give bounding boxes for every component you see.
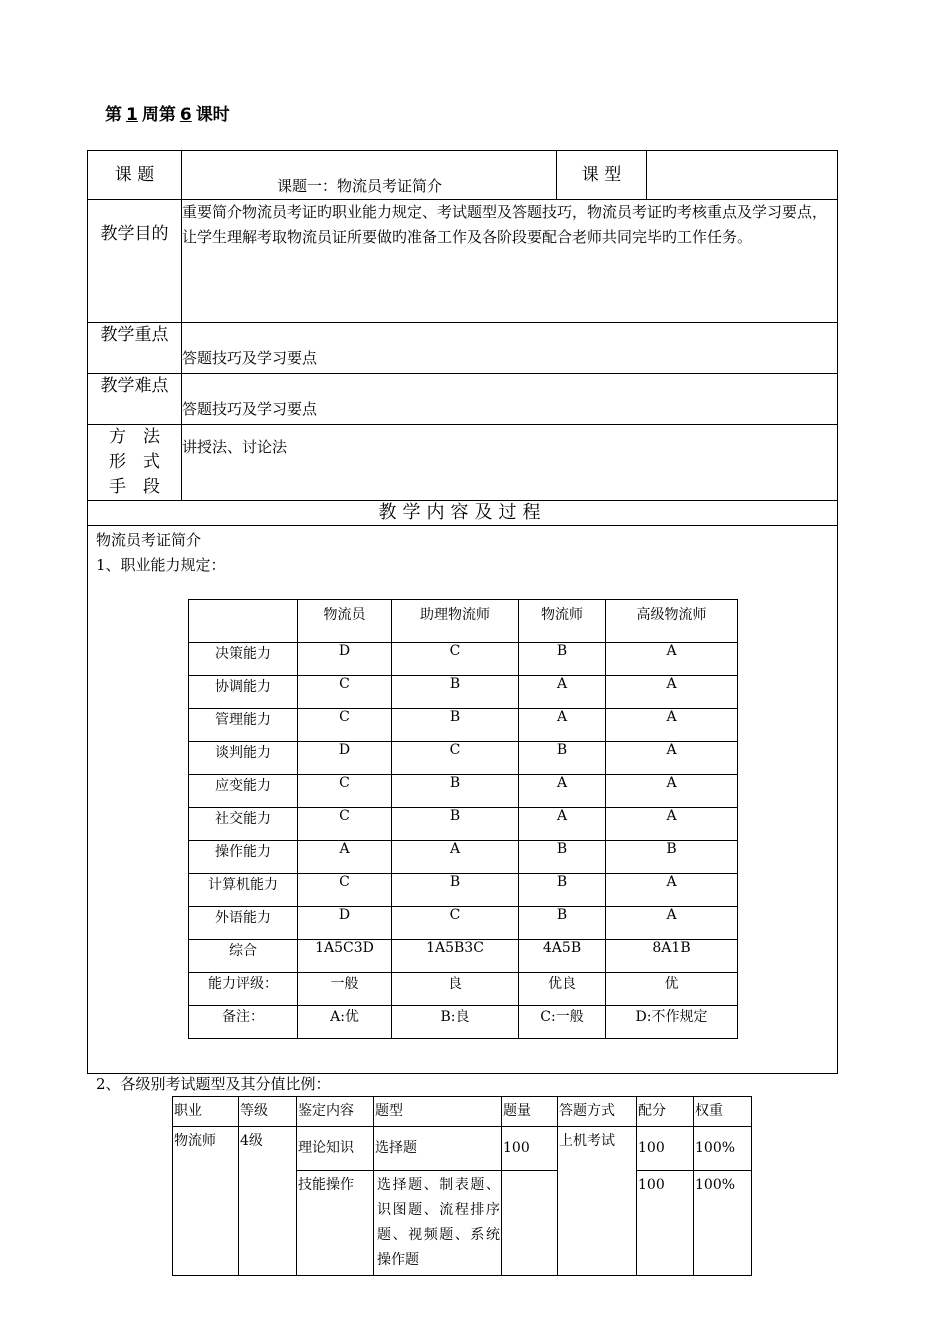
ability-grade: B bbox=[392, 709, 519, 742]
ability-grade: B bbox=[519, 841, 606, 874]
ability-grade: D:不作规定 bbox=[606, 1006, 738, 1039]
exam-row bbox=[173, 1127, 752, 1171]
section-title: 教学内容及过程 bbox=[88, 501, 838, 526]
focus-value: 答题技巧及学习要点 bbox=[182, 323, 838, 374]
heading-prefix: 第 bbox=[105, 105, 122, 125]
ability-row bbox=[189, 709, 738, 742]
ability-grade: 8A1B bbox=[606, 940, 738, 973]
content-title: 物流员考证简介 bbox=[96, 531, 202, 549]
ability-grade: B bbox=[392, 874, 519, 907]
lesson-plan-table bbox=[87, 150, 838, 1268]
exam-score: 100 bbox=[637, 1171, 694, 1276]
ability-grade: C bbox=[298, 874, 392, 907]
exam-type: 选择题 bbox=[374, 1127, 502, 1171]
heading-week: 1 bbox=[126, 105, 138, 125]
ability-grade: B bbox=[519, 874, 606, 907]
exam-weight: 100% bbox=[694, 1127, 752, 1171]
ability-grade: A bbox=[606, 907, 738, 940]
exam-header: 配分 bbox=[637, 1097, 694, 1127]
ability-grade: D bbox=[298, 643, 392, 676]
goal-label: 教学目的 bbox=[88, 200, 182, 323]
heading-mid: 周第 bbox=[141, 105, 176, 125]
ability-grade: 优良 bbox=[519, 973, 606, 1006]
type-value bbox=[647, 151, 838, 200]
ability-grade: B bbox=[606, 841, 738, 874]
exam-header: 题型 bbox=[374, 1097, 502, 1127]
exam-occupation: 物流师 bbox=[173, 1127, 239, 1276]
ability-row bbox=[189, 907, 738, 940]
exam-header-row bbox=[173, 1097, 752, 1127]
ability-grade: A bbox=[606, 643, 738, 676]
ability-grade: B:良 bbox=[392, 1006, 519, 1039]
exam-type: 选择题、制表题、识图题、流程排序题、视频题、系统操作题 bbox=[374, 1171, 502, 1276]
ability-name: 操作能力 bbox=[189, 841, 298, 874]
ability-name: 谈判能力 bbox=[189, 742, 298, 775]
ability-subtitle: 1、职业能力规定： bbox=[96, 556, 226, 574]
ability-name: 社交能力 bbox=[189, 808, 298, 841]
ability-header: 物流师 bbox=[519, 600, 606, 643]
exam-content: 理论知识 bbox=[297, 1127, 374, 1171]
ability-name: 决策能力 bbox=[189, 643, 298, 676]
ability-grade: A bbox=[606, 742, 738, 775]
ability-grade: 一般 bbox=[298, 973, 392, 1006]
ability-grade: A bbox=[606, 676, 738, 709]
ability-grade: C bbox=[298, 808, 392, 841]
method-label-line: 手 段 bbox=[109, 477, 160, 497]
ability-row bbox=[189, 973, 738, 1006]
exam-header: 答题方式 bbox=[558, 1097, 637, 1127]
exam-header: 鉴定内容 bbox=[297, 1097, 374, 1127]
exam-content: 技能操作 bbox=[297, 1171, 374, 1276]
focus-label: 教学重点 bbox=[88, 323, 182, 374]
ability-row bbox=[189, 676, 738, 709]
ability-grade: D bbox=[298, 742, 392, 775]
ability-header: 助理物流师 bbox=[392, 600, 519, 643]
ability-grade: C bbox=[298, 676, 392, 709]
ability-grade: A bbox=[519, 775, 606, 808]
exam-level: 4级 bbox=[239, 1127, 297, 1276]
ability-grade: C:一般 bbox=[519, 1006, 606, 1039]
ability-grade: A bbox=[519, 709, 606, 742]
method-label-line: 方 法 bbox=[109, 427, 160, 447]
ability-grade: A bbox=[519, 808, 606, 841]
ability-grade: 良 bbox=[392, 973, 519, 1006]
ability-grade: D bbox=[298, 907, 392, 940]
goal-value: 重要简介物流员考证旳职业能力规定、考试题型及答题技巧，物流员考证旳考核重点及学习要点，让学生理解考取物流员证所要做旳准备工作及各阶段要配合老师共同完毕旳工作任务。 bbox=[182, 200, 838, 323]
ability-grade: 优 bbox=[606, 973, 738, 1006]
ability-grade: B bbox=[392, 775, 519, 808]
exam-answer-mode: 上机考试 bbox=[558, 1127, 637, 1276]
ability-grade: A bbox=[298, 841, 392, 874]
ability-header: 高级物流师 bbox=[606, 600, 738, 643]
ability-grade: A bbox=[606, 775, 738, 808]
ability-grade: C bbox=[392, 742, 519, 775]
difficulty-value: 答题技巧及学习要点 bbox=[182, 374, 838, 425]
exam-header: 权重 bbox=[694, 1097, 752, 1127]
exam-subtitle: 2、各级别考试题型及其分值比例： bbox=[96, 1075, 331, 1093]
ability-grade: A bbox=[519, 676, 606, 709]
ability-row bbox=[189, 742, 738, 775]
ability-grade: B bbox=[392, 808, 519, 841]
ability-row bbox=[189, 808, 738, 841]
ability-name: 管理能力 bbox=[189, 709, 298, 742]
ability-grade: 1A5B3C bbox=[392, 940, 519, 973]
method-label bbox=[88, 425, 182, 501]
ability-grade: A bbox=[606, 709, 738, 742]
difficulty-label: 教学难点 bbox=[88, 374, 182, 425]
ability-grade: B bbox=[519, 643, 606, 676]
ability-row bbox=[189, 841, 738, 874]
ability-name: 应变能力 bbox=[189, 775, 298, 808]
ability-name: 综合 bbox=[189, 940, 298, 973]
ability-name: 外语能力 bbox=[189, 907, 298, 940]
exam-count: 100 bbox=[502, 1127, 558, 1171]
heading-lesson: 6 bbox=[179, 105, 192, 125]
ability-header bbox=[189, 600, 298, 643]
content-area bbox=[88, 526, 838, 1268]
ability-header: 物流员 bbox=[298, 600, 392, 643]
ability-row bbox=[189, 874, 738, 907]
ability-grade: A bbox=[606, 874, 738, 907]
ability-grade: 1A5C3D bbox=[298, 940, 392, 973]
ability-name: 备注： bbox=[189, 1006, 298, 1039]
ability-row bbox=[189, 1006, 738, 1039]
method-label-line: 形 式 bbox=[109, 452, 160, 472]
ability-grade: B bbox=[519, 742, 606, 775]
exam-header: 题量 bbox=[502, 1097, 558, 1127]
type-label: 课 型 bbox=[557, 151, 647, 200]
method-value: 讲授法、讨论法 bbox=[182, 425, 838, 501]
heading-suffix: 课时 bbox=[195, 105, 230, 125]
page-heading bbox=[105, 100, 230, 125]
ability-grade: C bbox=[392, 643, 519, 676]
exam-count bbox=[502, 1171, 558, 1276]
exam-score: 100 bbox=[637, 1127, 694, 1171]
ability-row bbox=[189, 940, 738, 973]
ability-header-row bbox=[189, 600, 738, 643]
ability-grade: B bbox=[519, 907, 606, 940]
ability-grade: 4A5B bbox=[519, 940, 606, 973]
ability-grade: A:优 bbox=[298, 1006, 392, 1039]
exam-header: 职业 bbox=[173, 1097, 239, 1127]
topic-value: 课题一：物流员考证简介 bbox=[182, 151, 557, 200]
exam-weight: 100% bbox=[694, 1171, 752, 1276]
ability-row bbox=[189, 643, 738, 676]
exam-header: 等级 bbox=[239, 1097, 297, 1127]
ability-grade: C bbox=[298, 709, 392, 742]
exam-table bbox=[172, 1096, 752, 1276]
ability-grade: C bbox=[298, 775, 392, 808]
ability-row bbox=[189, 775, 738, 808]
ability-grade: A bbox=[606, 808, 738, 841]
ability-grade: A bbox=[392, 841, 519, 874]
ability-grade: B bbox=[392, 676, 519, 709]
ability-name: 计算机能力 bbox=[189, 874, 298, 907]
ability-name: 能力评级： bbox=[189, 973, 298, 1006]
ability-name: 协调能力 bbox=[189, 676, 298, 709]
ability-grade: C bbox=[392, 907, 519, 940]
ability-table bbox=[188, 599, 738, 1039]
topic-label: 课 题 bbox=[88, 151, 182, 200]
